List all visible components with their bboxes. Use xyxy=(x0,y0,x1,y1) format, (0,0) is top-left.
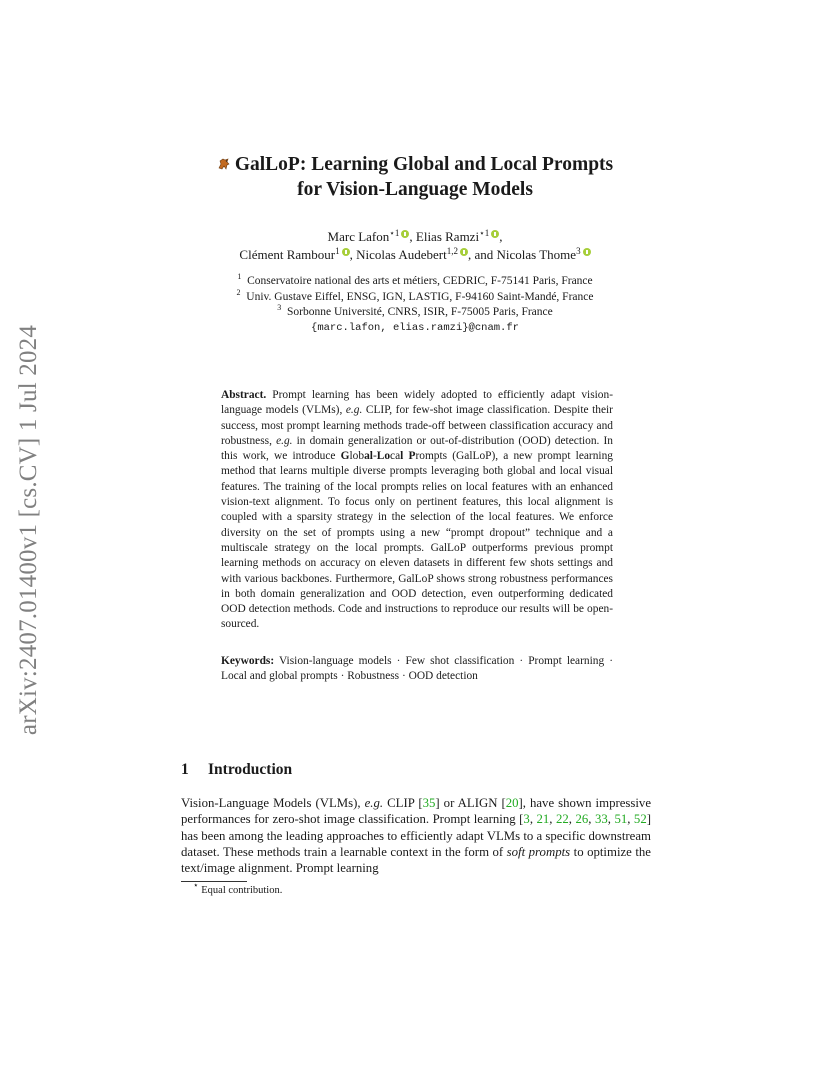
affiliation-text: Sorbonne Université, CNRS, ISIR, F-75005 Paris, France xyxy=(286,306,553,318)
citation-link[interactable]: 26 xyxy=(575,812,589,827)
author-list: Marc Lafon$^{⋆1}$ , Elias Ramzi$^{⋆1}$ , Clément Rambour$^1$ , Nicolas Audebert$^{1,2}$ , and Nicolas Thome$^3$ xyxy=(180,228,650,264)
author-name: Nicolas Audebert xyxy=(356,247,447,262)
title-line-2: for Vision-Language Models xyxy=(297,179,533,200)
affiliations xyxy=(180,274,650,336)
abstract-text: P xyxy=(408,450,416,463)
gallop-horse-logo-icon xyxy=(217,157,231,171)
paper-title xyxy=(180,152,650,202)
affiliation-3 xyxy=(180,305,650,321)
affiliation-text: Conservatoire national des arts et métiers, CEDRIC, F-75141 Paris, France xyxy=(247,275,593,287)
keywords-label: Keywords: xyxy=(221,655,275,667)
citation-link[interactable]: 20 xyxy=(505,796,519,810)
affiliation-number: 2 xyxy=(236,287,241,297)
abstract-text: G xyxy=(340,450,350,463)
citation-link[interactable]: 3 xyxy=(523,812,530,827)
orcid-icon[interactable] xyxy=(491,230,499,238)
affiliation-1 xyxy=(180,274,650,290)
orcid-icon[interactable] xyxy=(460,248,468,256)
abstract-text: Prompt learning has been widely adopted to efficiently adapt vision-language models (VLMs), xyxy=(221,389,613,417)
arxiv-stamp: arXiv:2407.01400v1 [cs.CV] 1 Jul 2024 xyxy=(15,324,42,736)
abstract xyxy=(221,388,613,633)
affiliation-number: 1 xyxy=(237,272,242,281)
author-name: Clément Rambour xyxy=(239,247,336,262)
affiliation-2 xyxy=(180,287,650,306)
orcid-icon[interactable] xyxy=(342,248,350,256)
author-name: and Nicolas Thome xyxy=(474,247,577,262)
author-mark: ⋆1 xyxy=(479,228,490,238)
title-line-1: GalLoP: Learning Global and Local Prompts xyxy=(234,154,614,175)
citation-link[interactable]: 21 xyxy=(536,812,550,827)
abstract-text: e.g. xyxy=(276,434,293,447)
orcid-icon[interactable] xyxy=(401,230,409,238)
intro-text: CLIP [ xyxy=(383,796,423,810)
intro-text: ] has been among the leading approaches to efficiently adapt VLMs to a specific downstream dataset. These methods train a learnable context in the form of xyxy=(181,812,651,859)
intro-paragraph: Vision-Language Models (VLMs), e.g. CLIP [35] or ALIGN [20], have shown impressive performances for zero-shot image classification. Prompt learning [3, 21, 22, 26, 33, 51, 52] has been among the leading approaches to efficiently adapt VLMs to a specific downstream dataset. These methods train a learnable context in the form of soft prompts to optimize the text/image alignment. Prompt learning xyxy=(181,796,651,876)
abstract-text: al xyxy=(364,450,373,463)
section-title: Introduction xyxy=(208,761,293,778)
footnote-mark: ⋆ xyxy=(193,880,199,890)
section-heading xyxy=(181,761,292,779)
author-mark: 3 xyxy=(576,246,581,256)
intro-text: Vision-Language Models (VLMs), xyxy=(181,796,365,810)
section-number: 1 xyxy=(181,761,189,778)
abstract-text: Lo xyxy=(376,450,391,463)
abstract-text: rompts (GalLoP), a new prompt learning method that learns multiple diverse prompts leveraging both global and local visual features. The training of the local prompts relies on local features with an enhanced vision-text alignment. To focus only on pertinent features, this local alignment is coupled with a sparsity strategy in the selection of the local features. We enforce diversity on the set of prompts using a new “prompt dropout” technique and a multiscale strategy on the local prompts. GalLoP outperforms previous prompt learning methods on accuracy on eleven datasets in different few shots settings and with various backbones. Furthermore, GalLoP shows strong robustness performances in both domain generalization and OOD detection, even outperforming dedicated OOD detection methods. Code and instructions to reproduce our results will be open-sourced. xyxy=(221,450,613,631)
keywords-text: Vision-language models · Few shot classification · Prompt learning · Local and global prompts · Robustness · OOD detection xyxy=(221,655,613,683)
abstract-label: Abstract. xyxy=(221,389,267,401)
author-mark: ⋆1 xyxy=(389,228,400,238)
intro-text: ] or ALIGN [ xyxy=(435,796,506,810)
abstract-text: e.g. xyxy=(345,404,363,417)
intro-text: e.g. xyxy=(364,796,384,810)
abstract-text: ca xyxy=(390,450,401,463)
orcid-icon[interactable] xyxy=(583,248,591,256)
author-emails[interactable]: {marc.lafon, elias.ramzi}@cnam.fr xyxy=(311,321,519,334)
intro-text: ], have shown impressive performances for zero-shot image classification. Prompt learning [ xyxy=(181,796,651,827)
citation-link[interactable]: 33 xyxy=(594,812,608,827)
citation-link[interactable]: 22 xyxy=(555,812,569,827)
keywords xyxy=(221,654,613,685)
abstract-text: l xyxy=(400,450,404,463)
affiliation-number: 3 xyxy=(277,303,282,312)
citation-link[interactable]: 52 xyxy=(633,812,647,827)
author-name: Marc Lafon xyxy=(327,229,390,244)
author-mark: 1 xyxy=(335,246,340,256)
footnote-text: Equal contribution. xyxy=(198,885,283,896)
abstract-text: lob xyxy=(349,450,365,463)
affiliation-text: Univ. Gustave Eiffel, ENSG, IGN, LASTIG, F-94160 Saint-Mandé, France xyxy=(246,290,594,303)
author-name: Elias Ramzi xyxy=(415,229,480,244)
intro-text: soft prompts xyxy=(506,844,571,859)
author-mark: 1,2 xyxy=(446,246,458,256)
abstract-text: - xyxy=(372,450,377,463)
footnote xyxy=(193,880,283,896)
footnote-rule xyxy=(181,881,247,882)
citation-link[interactable]: 35 xyxy=(422,796,436,810)
abstract-text: in domain generalization or out-of-distribution (OOD) detection. In this work, we introduce xyxy=(221,434,613,463)
abstract-text: CLIP, for few-shot image classification. Despite their success, most prompt learning methods trade-off between classification accuracy and robustness, xyxy=(221,404,613,447)
citation-link[interactable]: 51 xyxy=(614,812,628,827)
intro-text: to optimize the text/image alignment. Prompt learning xyxy=(181,844,651,876)
